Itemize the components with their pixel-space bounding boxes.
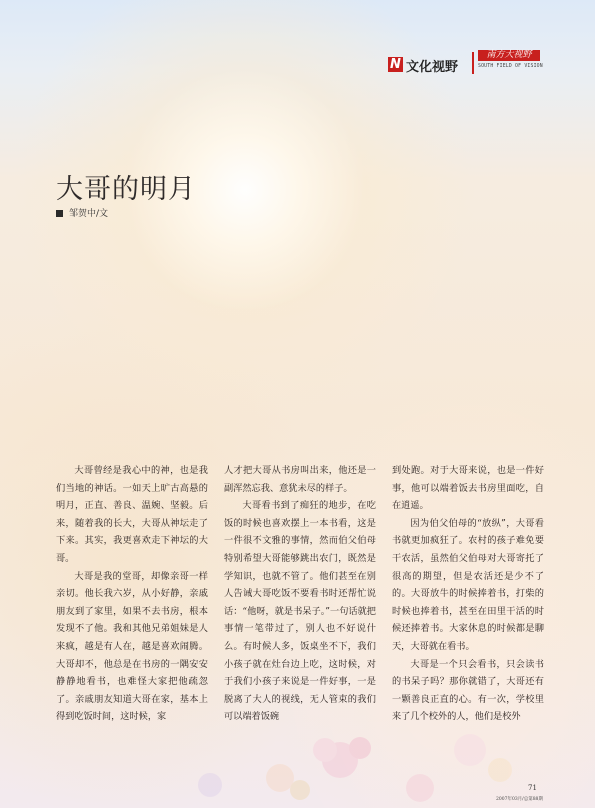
paragraph: 大哥是一个只会看书，只会读书的书呆子吗？那你就错了，大哥还有一颗善良正直的心。有一次，学校里来了几个校外的人，他们是校外 — [392, 658, 544, 723]
section-logo: N — [388, 57, 403, 72]
text-column-1 — [56, 462, 208, 726]
text-column-3 — [392, 462, 544, 726]
header-divider — [472, 52, 474, 74]
paragraph: 因为伯父伯母的“放纵”，大哥看书就更加疯狂了。农村的孩子难免要干农活，虽然伯父伯母对大哥寄托了很高的期望，但是农活还是少不了的。大哥放牛的时候捧着书，打柴的时候也捧着书，甚至在田里干活的时候还捧着书。大家休息的时候都是聊天，大哥就在看书。 — [392, 517, 544, 652]
text-column-2 — [224, 462, 376, 726]
paragraph-continued: 到处跑。对于大哥来说，也是一件好事，他可以端着饭去书房里面吃，自在逍遥。 — [392, 465, 544, 512]
byline-author: 邹贺中/文 — [69, 209, 109, 219]
paragraph: 大哥是我的堂哥，却像亲哥一样亲切。他长我六岁，从小好静，亲戚朋友到了家里，如果不去书房，根本发现不了他。我和其他兄弟姐妹是人来疯，越是有人在，越是喜欢闹腾。大哥却不，他总是在书房的一隅安安静静地看书，也难怪大家把他疏忽了。亲戚朋友知道大哥在家，基本上得到吃饭时间，这时候，家 — [56, 570, 208, 723]
paragraph: 大哥曾经是我心中的神，也是我们当地的神话。一如天上旷古高悬的明月，正直、善良、温婉、坚毅。后来，随着我的长大，大哥从神坛走了下来。其实，我更喜欢走下神坛的大哥。 — [56, 465, 208, 564]
article-title: 大哥的明月 — [56, 174, 196, 205]
paragraph-continued: 人才把大哥从书房叫出来，他还是一副浑然忘我、意犹未尽的样子。 — [224, 465, 376, 494]
section-header — [388, 44, 558, 78]
magazine-brand-subtitle: SOUTH FIELD OF VISION — [478, 64, 543, 69]
page-number: 71 — [528, 784, 537, 792]
section-title: 文化视野 — [406, 60, 459, 75]
magazine-brand: 南方大视野 — [478, 50, 540, 61]
paragraph: 大哥看书到了痴狂的地步，在吃饭的时候也喜欢摆上一本书看，这是一件很不文雅的事情，然而伯父伯母特别希望大哥能够跳出农门，既然是学知识，也就不管了。他们甚至在别人告诫大哥吃饭不要看书时还帮忙说话：“他呀，就是书呆子。”一句话就把事情一笔带过了，别人也不好说什么。有时候人多，饭桌坐不下，我们小孩子就在灶台边上吃，这时候，对于我们小孩子来说是一件好事，一是脱离了大人的视线，无人管束的我们可以端着饭碗 — [224, 500, 376, 723]
byline-square-icon — [56, 210, 63, 217]
article-byline — [56, 206, 108, 219]
issue-info: 2007年03月/总第88期 — [496, 797, 543, 802]
